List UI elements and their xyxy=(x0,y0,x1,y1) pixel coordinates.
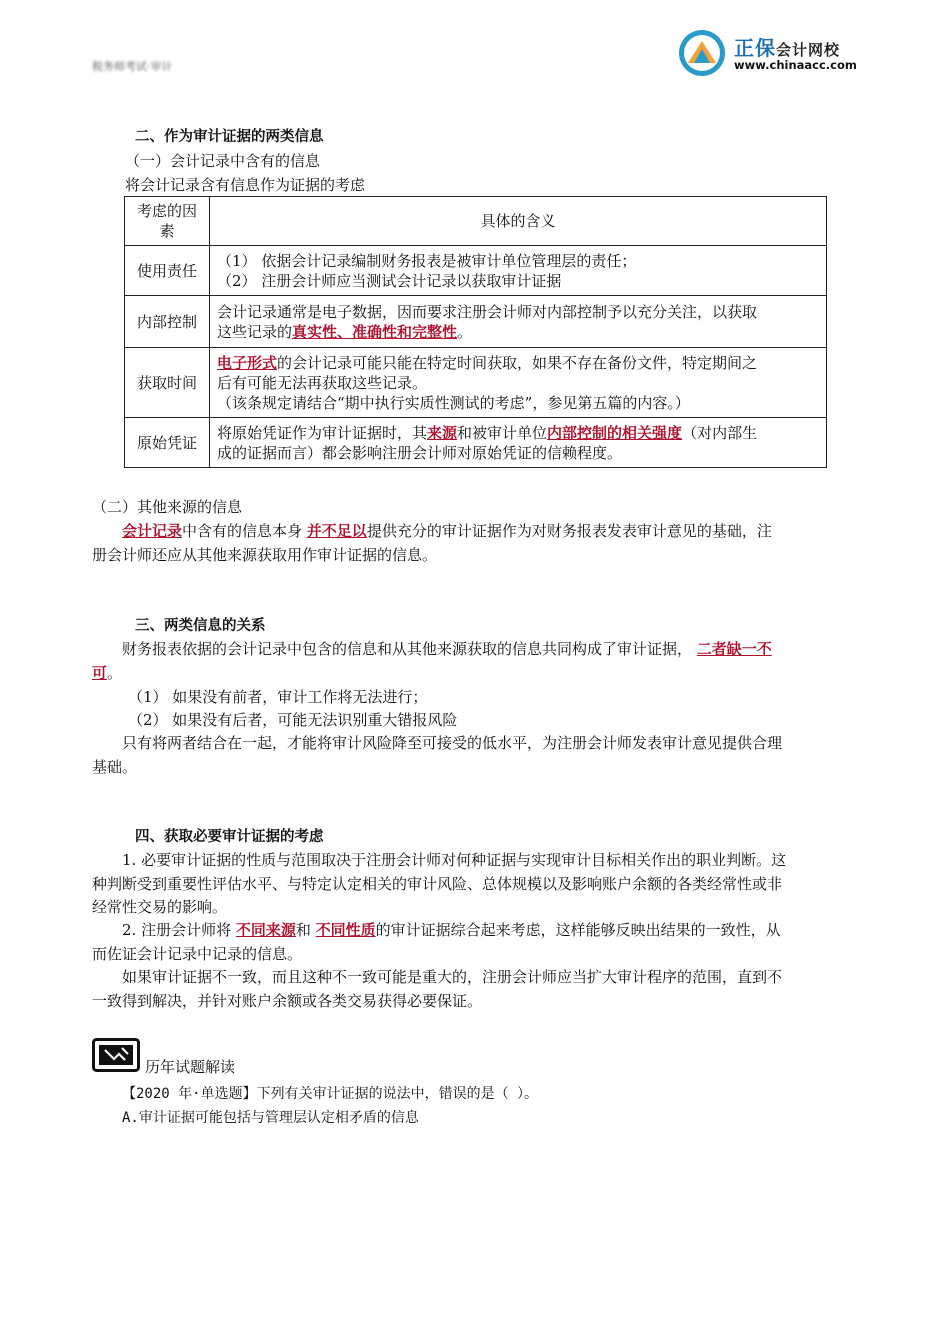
table-row xyxy=(125,418,827,468)
table-header-meaning: 具体的含义 xyxy=(210,197,827,246)
evidence-table xyxy=(124,196,827,468)
section4-p3-line1: 如果审计证据不一致，而且这种不一致可能是重大的，注册会计师应当扩大审计程序的范围，直到不 xyxy=(122,968,783,986)
section3-para-line2: 基础。 xyxy=(92,758,138,776)
table-cell-factor: 内部控制 xyxy=(125,296,210,348)
section2-sub2: （二）其他来源的信息 xyxy=(92,498,243,516)
section3-title: 三、两类信息的关系 xyxy=(135,618,266,634)
section3-para-line1: 只有将两者结合在一起，才能将审计风险降至可接受的低水平，为注册会计师发表审计意见提供合理 xyxy=(122,734,783,752)
section3-line2: 可。 xyxy=(92,664,123,682)
section2-title: 二、作为审计证据的两类信息 xyxy=(135,129,324,145)
section4-p2-line2: 而佐证会计记录中记录的信息。 xyxy=(92,945,303,963)
table-caption: 将会计记录含有信息作为证据的考虑 xyxy=(125,176,366,194)
table-row xyxy=(125,348,827,418)
table-cell-factor: 原始凭证 xyxy=(125,418,210,468)
logo-emblem-icon xyxy=(678,29,726,77)
section2-sub1: （一）会计记录中含有的信息 xyxy=(125,152,321,170)
exam-question: 【2020 年·单选题】下列有关审计证据的说法中，错误的是（ ）。 xyxy=(122,1086,538,1102)
table-cell-meaning: （1） 依据会计记录编制财务报表是被审计单位管理层的责任； （2） 注册会计师应当测试会计记录以获取审计证据 xyxy=(210,246,827,296)
table-cell-meaning: 会计记录通常是电子数据，因而要求注册会计师对内部控制予以充分关注，以获取 这些记录的真实性、准确性和完整性。 xyxy=(210,296,827,348)
section4-p1-line2: 种判断受到重要性评估水平、与特定认定相关的审计风险、总体规模以及影响账户余额的各类经常性或非 xyxy=(92,875,783,893)
section2-paragraph-line2: 册会计师还应从其他来源获取用作审计证据的信息。 xyxy=(92,546,438,564)
section3-item2: （2） 如果没有后者，可能无法识别重大错报风险 xyxy=(128,711,458,729)
logo-brand: 正保 xyxy=(734,36,776,60)
section4-p1-line1: 1. 必要审计证据的性质与范围取决于注册会计师对何种证据与实现审计目标相关作出的职业判断。这 xyxy=(122,851,787,869)
table-header-row xyxy=(125,197,827,246)
table-cell-factor: 获取时间 xyxy=(125,348,210,418)
logo-sub: 会计网校 xyxy=(776,41,841,59)
table-cell-meaning: 电子形式的会计记录可能只能在特定时间获取，如果不存在备份文件，特定期间之 后有可能无法再获取这些记录。 （该条规定请结合“期中执行实质性测试的考虑”，参见第五篇的内容。） xyxy=(210,348,827,418)
section4-p1-line3: 经常性交易的影响。 xyxy=(92,898,228,916)
table-header-factor: 考虑的因 素 xyxy=(125,197,210,246)
section4-p2-line1: 2. 注册会计师将 不同来源和 不同性质的审计证据综合起来考虑，这样能够反映出结果的一致性，从 xyxy=(122,921,781,939)
table-row xyxy=(125,296,827,348)
section4-title: 四、获取必要审计证据的考虑 xyxy=(135,829,324,845)
exam-option-a: A.审计证据可能包括与管理层认定相矛盾的信息 xyxy=(122,1110,419,1126)
section3-item1: （1） 如果没有前者，审计工作将无法进行； xyxy=(128,688,428,706)
section2-paragraph-line1: 会计记录中含有的信息本身 并不足以提供充分的审计证据作为对财务报表发表审计意见的基础，注 xyxy=(122,522,772,540)
header-corner-text: 税务师考试·审计 xyxy=(92,60,173,73)
section3-line1: 财务报表依据的会计记录中包含的信息和从其他来源获取的信息共同构成了审计证据， 二者缺一不 xyxy=(122,640,772,658)
logo xyxy=(678,28,878,78)
logo-url: www.chinaacc.com xyxy=(734,58,857,72)
exam-notebook-icon xyxy=(92,1038,140,1072)
section4-p3-line2: 一致得到解决，并针对账户余额或各类交易获得必要保证。 xyxy=(92,992,483,1010)
table-row xyxy=(125,246,827,296)
table-cell-factor: 使用责任 xyxy=(125,246,210,296)
exam-label: 历年试题解读 xyxy=(145,1058,236,1076)
table-cell-meaning: 将原始凭证作为审计证据时，其来源和被审计单位内部控制的相关强度（对内部生 成的证据而言）都会影响注册会计师对原始凭证的信赖程度。 xyxy=(210,418,827,468)
